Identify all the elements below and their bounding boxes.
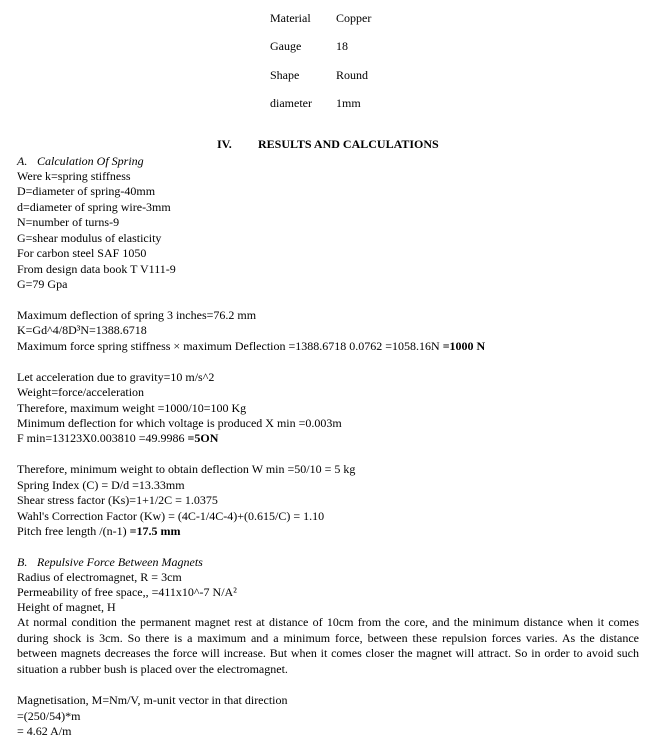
text-line: Radius of electromagnet, R = 3cm bbox=[17, 570, 182, 584]
text-line: Magnetisation, M=Nm/V, m-unit vector in that direction bbox=[17, 693, 288, 707]
text-line: Height of magnet, H bbox=[17, 600, 116, 614]
subsection-letter: B. bbox=[17, 555, 28, 569]
max-force-result: =1000 N bbox=[442, 339, 486, 353]
max-force-text: Maximum force spring stiffness × maximum Deflection =1388.6718 0.0762 =1058.16N bbox=[17, 339, 443, 353]
spec-key: Gauge bbox=[270, 39, 302, 53]
pitch-line bbox=[17, 524, 180, 539]
text-line: d=diameter of spring wire-3mm bbox=[17, 200, 171, 214]
subsection-b-heading bbox=[17, 555, 203, 570]
text-line: = 4.62 A/m bbox=[17, 724, 72, 738]
text-line: G=shear modulus of elasticity bbox=[17, 231, 162, 245]
text-line: Wahl's Correction Factor (Kw) = (4C-1/4C-4)+(0.615/C) = 1.10 bbox=[17, 509, 325, 523]
spec-value: Copper bbox=[336, 11, 372, 25]
text-line: Spring Index (C) = D/d =13.33mm bbox=[17, 478, 185, 492]
spec-value: 1mm bbox=[336, 96, 361, 110]
text-line: D=diameter of spring-40mm bbox=[17, 184, 156, 198]
f-min-text: F min=13123X0.003810 =49.9986 bbox=[17, 431, 188, 445]
text-line: Let acceleration due to gravity=10 m/s^2 bbox=[17, 370, 215, 384]
spec-value: 18 bbox=[336, 39, 348, 53]
subsection-title: Repulsive Force Between Magnets bbox=[37, 555, 203, 569]
body-paragraph: At normal condition the permanent magnet rest at distance of 10cm from the core, and the minimum distance when it comes during shock is 3cm. So there is a maximum and a minimum force, between these repulsion forces varies. As the distance between magnets decreases the force will increase. But when it comes closer the magnet will attract. So in order to avoid such situation a rubber bush is placed over the electromagnet. bbox=[17, 615, 639, 676]
text-line: =(250/54)*m bbox=[17, 709, 81, 723]
f-min-line bbox=[17, 431, 218, 446]
spec-key: diameter bbox=[270, 96, 312, 110]
text-line: K=Gd^4/8D³N=1388.6718 bbox=[17, 323, 147, 337]
text-line: From design data book T V111-9 bbox=[17, 262, 176, 276]
spec-value: Round bbox=[336, 68, 369, 82]
subsection-letter: A. bbox=[17, 154, 28, 168]
section-number: IV. bbox=[217, 137, 232, 151]
text-line: Maximum deflection of spring 3 inches=76.2 mm bbox=[17, 308, 257, 322]
pitch-result: =17.5 mm bbox=[129, 524, 181, 538]
text-line: Therefore, maximum weight =1000/10=100 Kg bbox=[17, 401, 247, 415]
text-line: G=79 Gpa bbox=[17, 277, 68, 291]
f-min-result: =5ON bbox=[187, 431, 219, 445]
subsection-a-heading bbox=[17, 154, 144, 169]
text-line: Permeability of free space,, =411x10^-7 N/A² bbox=[17, 585, 237, 599]
text-line: Shear stress factor (Ks)=1+1/2C = 1.0375 bbox=[17, 493, 218, 507]
text-line: N=number of turns-9 bbox=[17, 215, 120, 229]
text-line: Minimum deflection for which voltage is produced X min =0.003m bbox=[17, 416, 342, 430]
text-line: Were k=spring stiffness bbox=[17, 169, 131, 183]
pitch-text: Pitch free length /(n-1) bbox=[17, 524, 130, 538]
spec-key: Material bbox=[270, 11, 311, 25]
max-force-line bbox=[17, 339, 485, 354]
section-title: RESULTS AND CALCULATIONS bbox=[258, 137, 439, 151]
text-line: Therefore, minimum weight to obtain deflection W min =50/10 = 5 kg bbox=[17, 462, 356, 476]
spec-key: Shape bbox=[270, 68, 300, 82]
text-line: For carbon steel SAF 1050 bbox=[17, 246, 147, 260]
text-line: Weight=force/acceleration bbox=[17, 385, 145, 399]
subsection-title: Calculation Of Spring bbox=[37, 154, 144, 168]
